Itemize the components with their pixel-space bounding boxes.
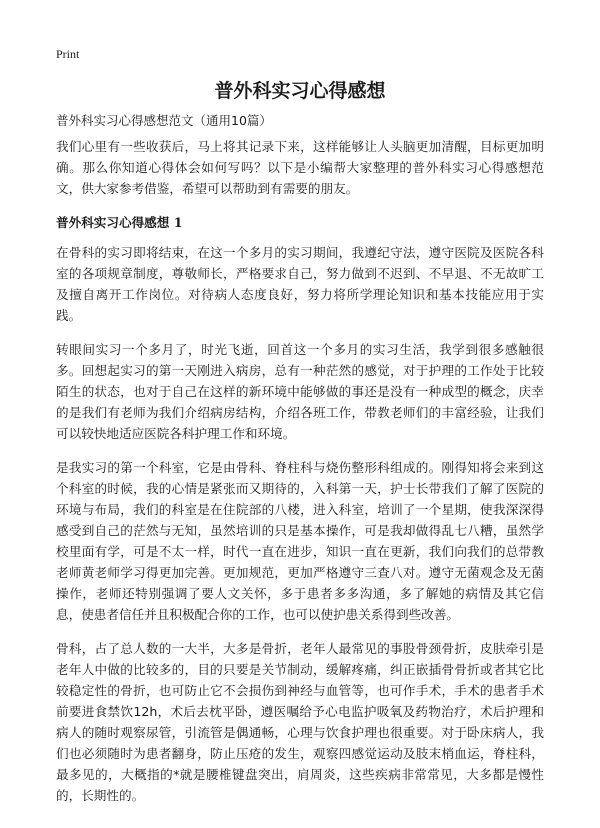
body-paragraph-4: 骨科，占了总人数的一大半，大多是骨折，老年人最常见的事股骨颈骨折，皮肤牵引是老年人中做的比较多的，目的只要是关节制动，缓解疼痛，纠正嵌插骨骨折或者其它比较稳定性的骨折，也可防止它不会损伤到神经与血管等，也可作手术，手术的患者手术前要进食禁饮12h，术后去枕平卧，遵医嘱给予心电监护吸氧及药物治疗，术后护理和病人的随时观察尿管，引流管是偶通畅，心理与饮食护理也很重要。对于卧床病人，我们也必须随时为患者翻身，防止压疮的发生，观察四感觉运动及肢末梢血运，脊柱科，最多见的，大概指的*就是腰椎键盘突出，肩周炎，这些疾病非常常见，大多都是慢性的，长期性的。: [56, 641, 544, 803]
body-paragraph-1: 在骨科的实习即将结束，在这一个多月的实习期间，我遵纪守法，遵守医院及医院各科室的各项规章制度，尊敬师长，严格要求自己，努力做到不迟到、不早退、不无故旷工及擅自离开工作岗位。对待病人态度良好，努力将所学理论知识和基本技能应用于实践。: [56, 245, 544, 323]
intro-paragraph: 我们心里有一些收获后，马上将其记录下来，这样能够让人头脑更加清醒，目标更加明确。那么你知道心得体会如何写吗？以下是小编帮大家整理的普外科实习心得感想范文，供大家参考借鉴，希望可以帮助到有需要的朋友。: [56, 139, 544, 196]
section-heading: 普外科实习心得感想 1: [56, 215, 183, 230]
print-link[interactable]: Print: [56, 47, 80, 61]
body-paragraph-2: 转眼间实习一个多月了，时光飞逝，回首这一个多月的实习生活，我学到很多感触很多。回想起实习的第一天刚进入病房，总有一种茫然的感觉，对于护理的工作处于比较陌生的状态，也对于自己在这样的新环境中能够做的事还是没有一种成型的概念，庆幸的是我们有老师为我们介绍病房结构，介绍各班工作，带教老师们的丰富经验，让我们可以较快地适应医院各科护理工作和环境。: [56, 342, 544, 441]
page-title: 普外科实习心得感想: [214, 80, 386, 102]
document-subtitle: 普外科实习心得感想范文（通用10篇）: [56, 113, 272, 128]
body-paragraph-3: 是我实习的第一个科室，它是由骨科、脊柱科与烧伤整形科组成的。刚得知将会来到这个科室的时候，我的心情是紧张而又期待的，入科第一天，护士长带我们了解了医院的环境与布局，我们的科室是在住院部的八楼，进入科室，培训了一个星期，使我深深得感受到自己的茫然与无知，虽然培训的只是基本操作，可是我却做得乱七八糟，虽然学校里面有学，可是不太一样，时代一直在进步，知识一直在更新，我们向我们的总带教老师黄老师学习得更加完善。更加规范，更加严格遵守三查八对。遵守无菌观念及无菌操作，老师还特别强调了要人文关怀，多于患者多多沟通，多了解她的病情及其它信息，使患者信任并且积极配合你的工作，也可以使护患关系得到些改善。: [56, 460, 544, 622]
